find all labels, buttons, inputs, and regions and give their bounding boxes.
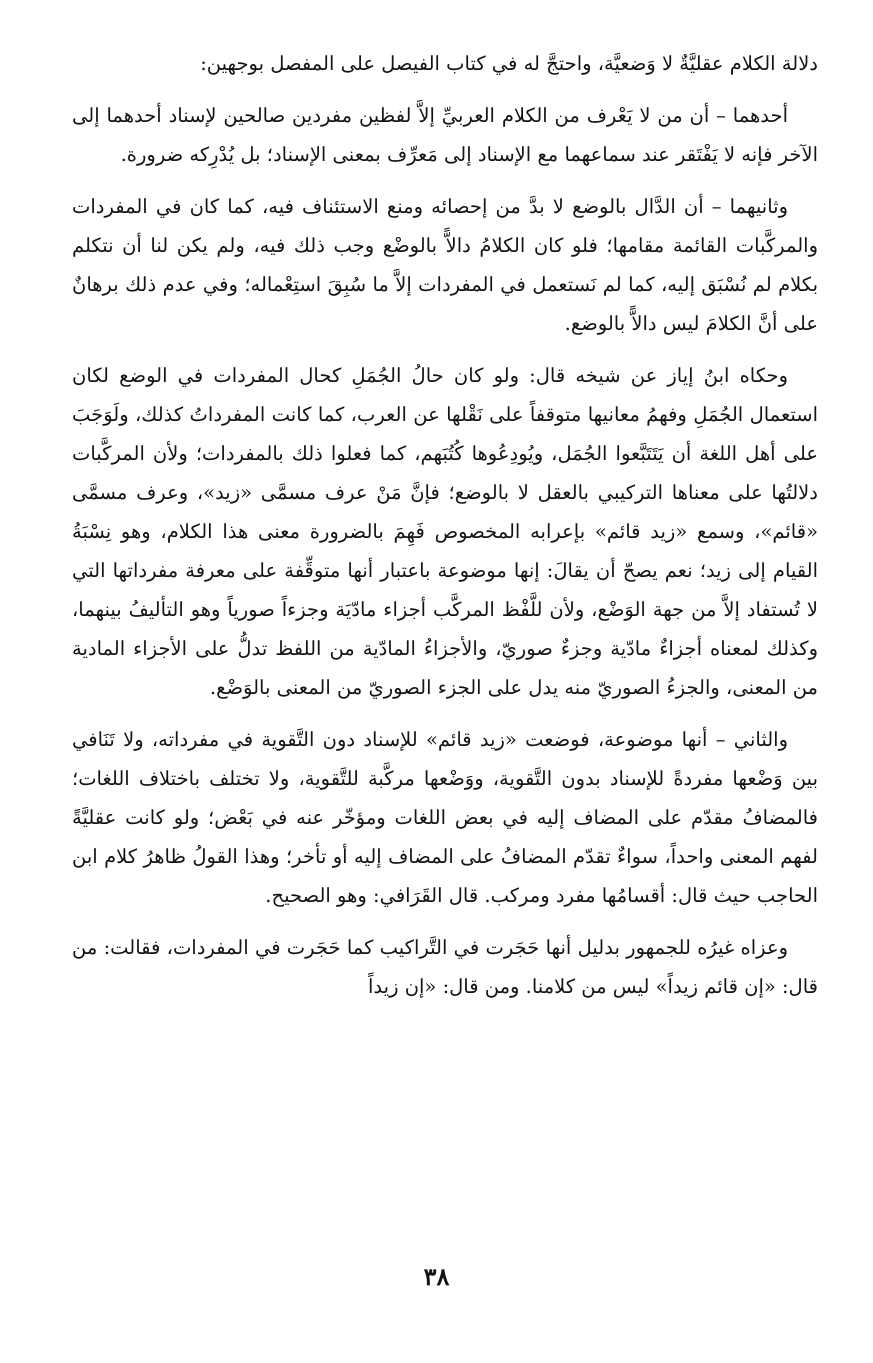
- paragraph-opening: دلالة الكلام عقليَّةٌ لا وَضعيَّة، واحتجَّ له في كتاب الفيصل على المفصل بوجهين:: [200, 52, 818, 75]
- paragraph-second-view: والثاني – أنها موضوعة، فوضعت «زيد قائم» للإسناد دون التَّقوية في مفرداته، ولا تَنَافي بين وَضْعها مفردةً للإسناد بدون التَّقوية، ووَضْعها مركَّبة للتَّقوية، ولا تختلف باختلاف اللغات؛ فالمضافُ مقدّم على المضاف إليه في بعض اللغات ومؤخّر عنه في بَعْض؛ ولو كانت عقليَّةً لفهم المعنى واحداً، سواءٌ تقدّم المضافُ على المضاف إليه أو تأخر؛ وهذا القولُ ظاهرُ كلام ابن الحاجب حيث قال: أقسامُها مفرد ومركب. قال القَرَافي: وهو الصحيح.: [72, 728, 818, 907]
- paragraph-majority-view: وعزاه غيرُه للجمهور بدليل أنها حَجَرت في التَّراكيب كما حَجَرت في المفردات، فقالت: من قال: «إن قائم زيداً» ليس من كلامنا. ومن قال: «إن زيداً: [72, 936, 818, 998]
- page-number: ٣٨: [423, 1262, 450, 1291]
- paragraph-first-argument: أحدهما – أن من لا يَعْرف من الكلام العربيِّ إلاَّ لفظين مفردين صالحين لإسناد أحدهما إلى الآخر فإنه لا يَفْتَقر عند سماعهما مع الإسناد إلى مَعرِّف بمعنى الإسناد؛ بل يُدْرِكه ضرورة.: [72, 104, 818, 166]
- paragraph-second-argument: وثانيهما – أن الدَّال بالوضع لا بدَّ من إحصائه ومنع الاستئناف فيه، كما كان في المفردات والمركَّبات القائمة مقامها؛ فلو كان الكلامُ دالاًّ بالوضْع وجب ذلك فيه، ولم يكن لنا أن نتكلم بكلام لم نُسْبَق إليه، كما لم نَستعمل في المفردات إلاَّ ما سُبِقَ استِعْماله؛ وفي عدم ذلك برهانٌ على أنَّ الكلامَ ليس دالاًّ بالوضع.: [72, 195, 818, 335]
- paragraph-ibn-iyaz: وحكاه ابنُ إياز عن شيخه قال: ولو كان حالُ الجُمَلِ كحال المفردات في الوضع لكان استعمال الجُمَلِ وفهمُ معانيها متوقفاً على نَقْلها عن العرب، كما كانت المفرداتُ كذلك، ولَوَجَبَ على أهل اللغة أن يَتَتَبَّعوا الجُمَل، ويُودِعُوها كُتُبَهم، كما فعلوا ذلك بالمفردات؛ ولأن المركَّبات دلالتُها على معناها التركيبي بالعقل لا بالوضع؛ فإنَّ مَنْ عرف مسمَّى «زيد»، وعرف مسمَّى «قائم»، وسمع «زيد قائم» بإعرابه المخصوص فَهِمَ بالضرورة معنى هذا الكلام، وهو نِسْبَةُ القيام إلى زيد؛ نعم يصحّ أن يقالَ: إنها موضوعة باعتبار أنها متوقِّفة على معرفة مفرداتها التي لا تُستفاد إلاَّ من جهة الوَضْع، ولأن للَّفْظ المركَّب أجزاء مادّيَة وجزءاً صورياً وهو التأليفُ بينهما، وكذلك لمعناه أجزاءٌ مادّية وجزءٌ صوريّ، والأجزاءُ المادّية من اللفظ تدلُّ على الأجزاء المادية من المعنى، والجزءُ الصوريّ منه يدل على الجزء الصوريّ من المعنى بالوَضْع.: [72, 364, 818, 699]
- page-body: [72, 44, 818, 1006]
